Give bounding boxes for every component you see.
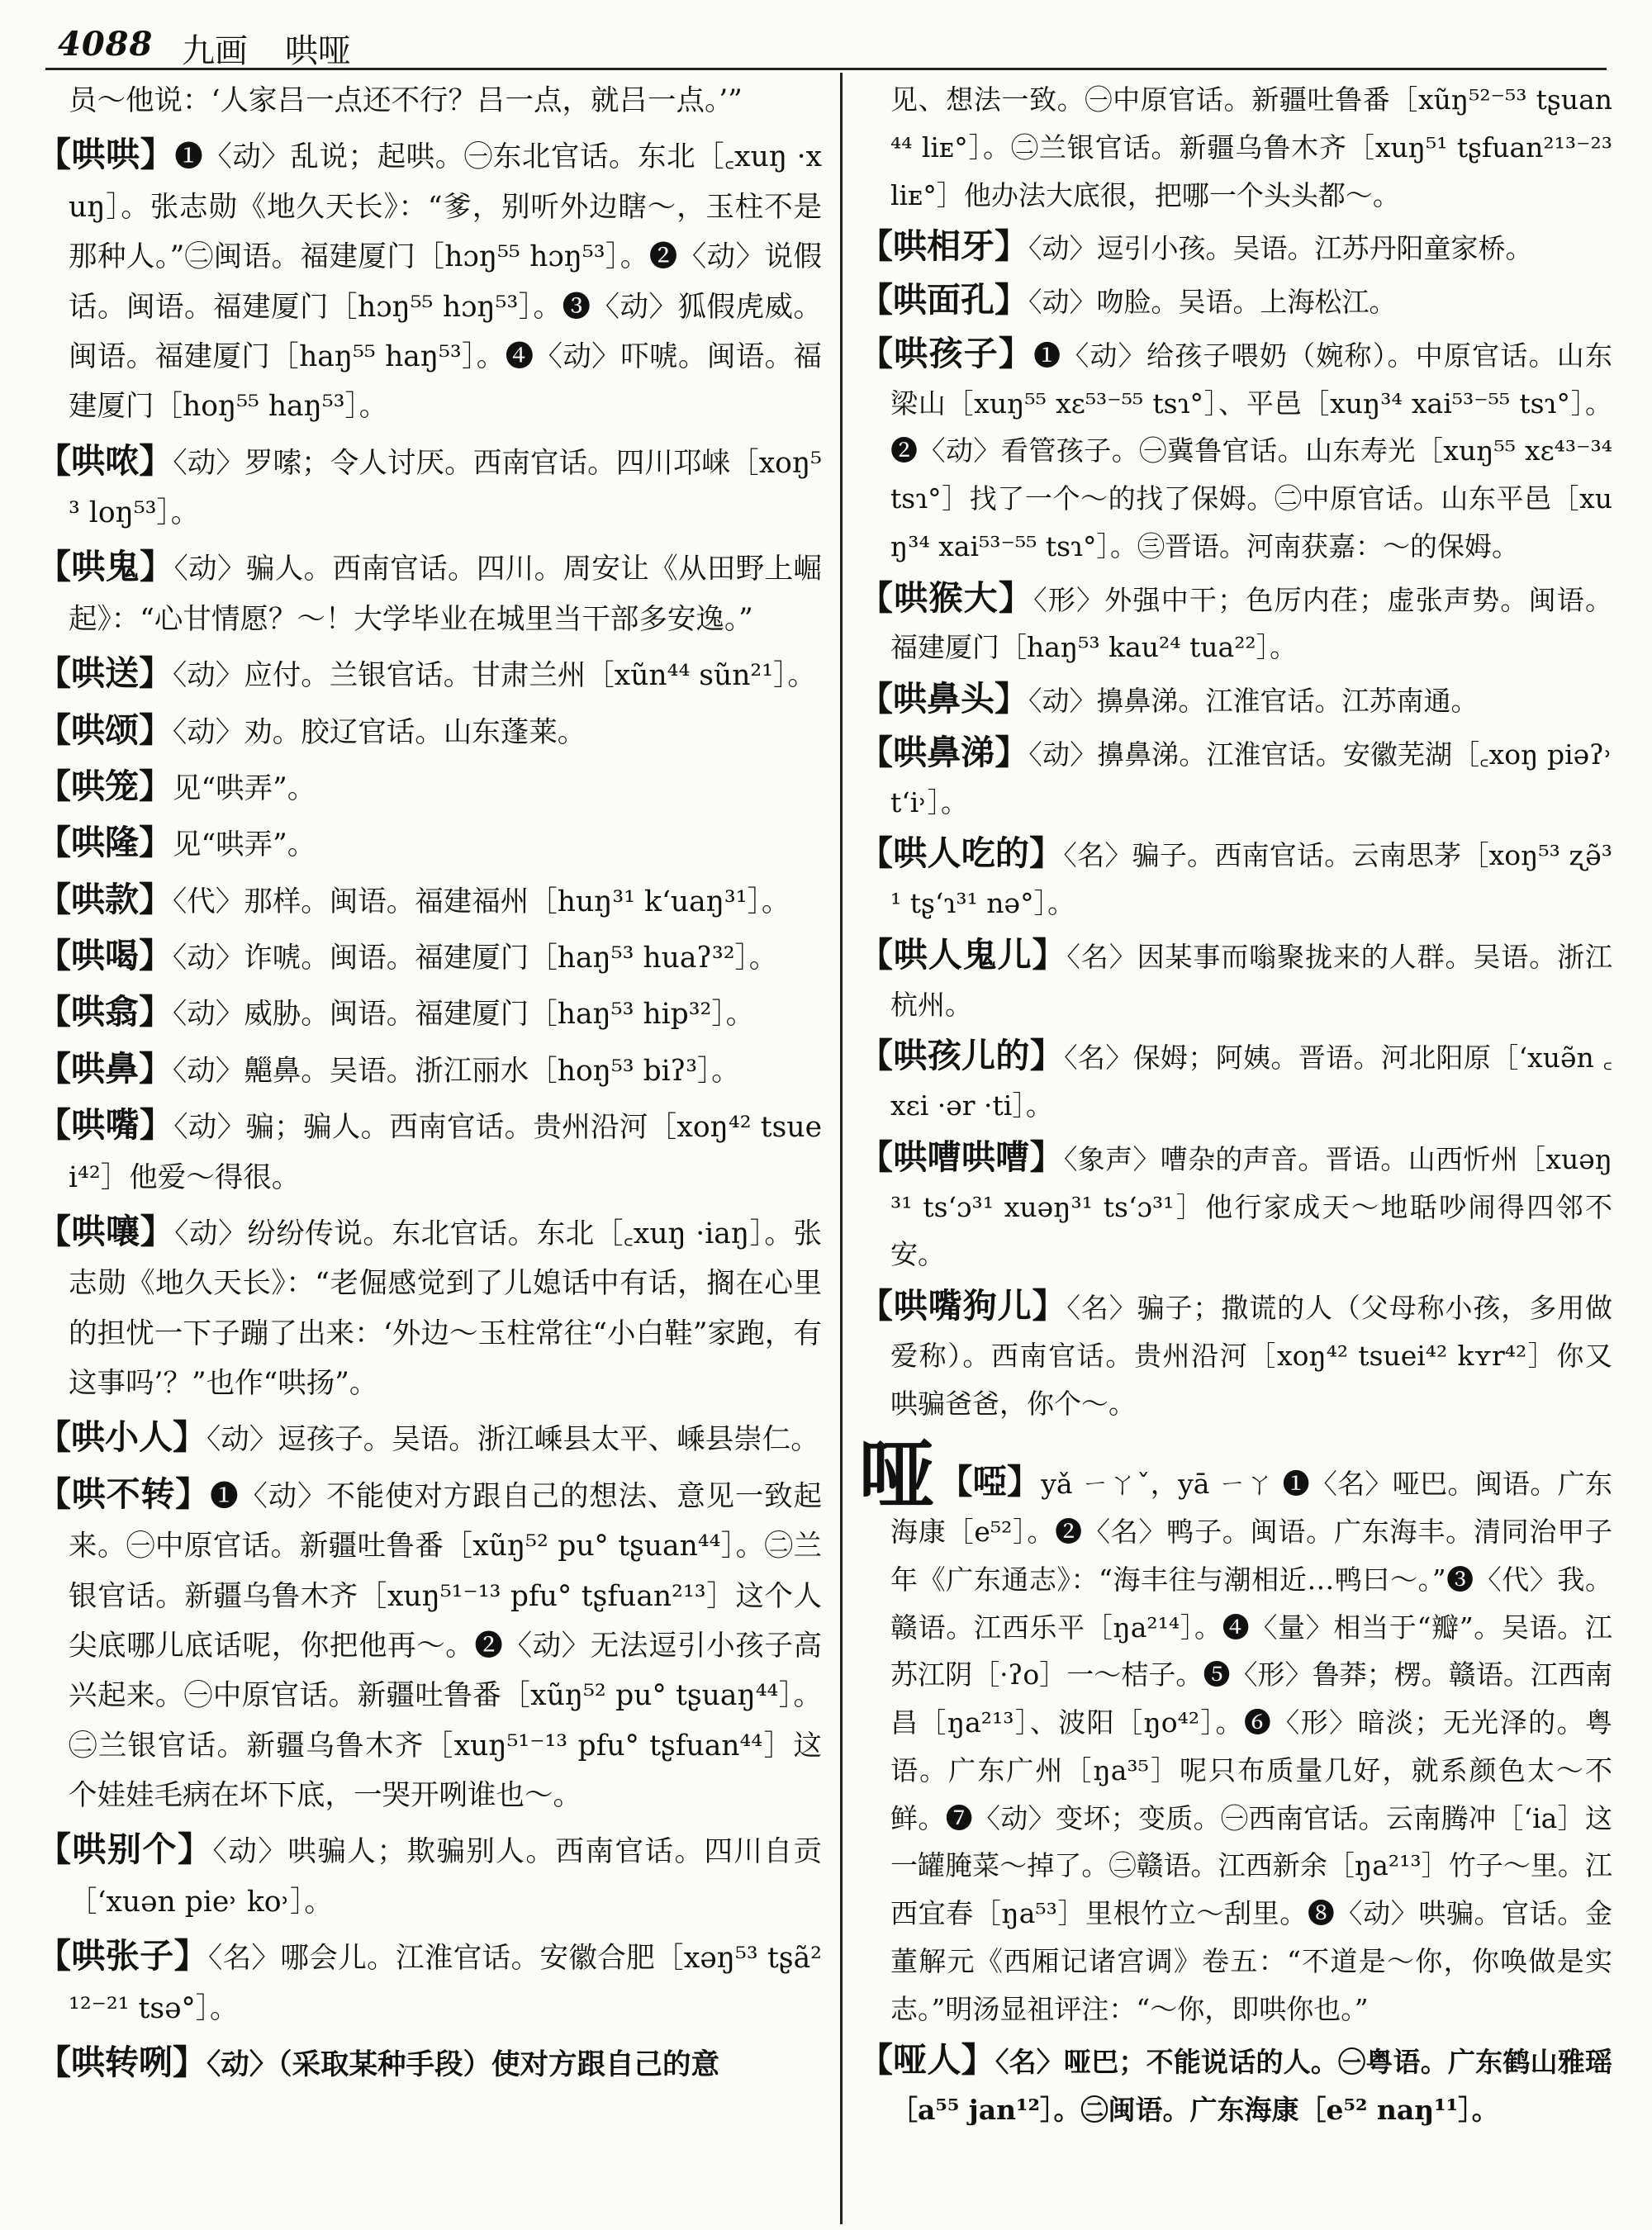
dictionary-entry	[37, 987, 822, 1039]
dictionary-entry	[37, 2038, 822, 2090]
entry-headword: 【哄小人】	[37, 1417, 206, 1458]
entry-headword: 【哄嚷】	[37, 1211, 175, 1251]
entry-headword: 【哄鼻】	[37, 1048, 173, 1089]
dictionary-entry	[859, 223, 1612, 273]
dictionary-entry	[37, 762, 822, 814]
dictionary-entry	[859, 1283, 1612, 1427]
entry-body: ❶〈动〉给孩子喂奶（婉称）。中原官话。山东梁山［xuŋ⁵⁵ xɛ⁵³⁻⁵⁵ tsɿ°］、平邑［xuŋ³⁴ xai⁵³⁻⁵⁵ tsɿ°］。❷〈动〉看管孩子。㊀冀鲁官话。山东寿光［xuŋ⁵⁵ xɛ⁴³⁻³⁴ tsɿ°］找了一个～的找了保姆。㊁中原官话。山东平邑［xuŋ³⁴ xai⁵³⁻⁵⁵ tsɿ°］。㊂晋语。河南获嘉：～的保姆。	[890, 339, 1613, 562]
entry-headword: 【哄哝】	[37, 440, 173, 481]
entry-body: 〈名〉保姆；阿姨。晋语。河北阳原［‘xuə̃n ꜀xɛi ·ər ·ti］。	[890, 1041, 1613, 1122]
entry-body: ❶〈动〉不能使对方跟自己的想法、意见一致起来。㊀中原官话。新疆吐鲁番［xũŋ⁵² pu° tʂuan⁴⁴］。㊁兰银官话。新疆乌鲁木齐［xuŋ⁵¹⁻¹³ pfu° tʂfuan²¹³］这个人尖底哪儿底话呢，你把他再～。❷〈动〉无法逗引小孩子高兴起来。㊀中原官话。新疆吐鲁番［xũŋ⁵² pu° tʂuaŋ⁴⁴］。㊁兰银官话。新疆乌鲁木齐［xuŋ⁵¹⁻¹³ pfu° tʂfuan⁴⁴］这个娃娃毛病在坏下底，一哭开咧谁也～。	[69, 1479, 823, 1812]
dictionary-entry	[37, 1931, 822, 2033]
entry-body: 〈动〉骗；骗人。西南官话。贵州沿河［xoŋ⁴² tsuei⁴²］他爱～得很。	[69, 1111, 823, 1194]
entry-headword: 【哄张子】	[37, 1936, 208, 1976]
entry-headword: 【哄喝】	[37, 936, 173, 975]
left-column	[37, 76, 822, 2094]
dictionary-entry	[859, 1032, 1612, 1130]
dictionary-entry	[37, 705, 822, 757]
dictionary-entry	[859, 729, 1612, 827]
entry-body: 〈动〉哄骗人；欺骗别人。西南官话。四川自贡［‘xuən pie˒ ko˒］。	[69, 1835, 823, 1919]
entry-headword: 【哄不转】	[37, 1473, 211, 1514]
entry-body: 〈动〉骗人。西南官话。四川。周安让《从田野上崛起》：“心甘情愿？～！大学毕业在城里当干部多安逸。”	[69, 553, 822, 636]
entry-headword: 【哄翕】	[37, 992, 173, 1032]
dictionary-entry	[37, 1412, 822, 1464]
entry-headword: 【哄孩子】	[859, 333, 1034, 373]
entry-headword: 【哄款】	[37, 879, 173, 919]
entry-headword: 【哄转咧】	[37, 2042, 206, 2082]
dictionary-entry	[859, 2037, 1612, 2134]
dictionary-entry	[37, 436, 822, 539]
entry-headword: 【哄嘈哄嘈】	[859, 1136, 1064, 1177]
entry-headword: 【哄相牙】	[859, 226, 1028, 267]
dictionary-entry	[859, 575, 1612, 672]
character-entry-ya	[859, 1431, 1612, 2033]
entry-body: 〈名〉哪会儿。江淮官话。安徽合肥［xəŋ⁵³ tʂã²¹²⁻²¹ tsə°］。	[69, 1942, 823, 2025]
entry-headword: 【哄猴大】	[859, 577, 1034, 618]
dictionary-entry	[859, 676, 1612, 725]
dictionary-entry	[37, 818, 822, 870]
entry-body: 〈动〉逗孩子。吴语。浙江嵊县太平、嵊县崇仁。	[206, 1423, 819, 1457]
entry-headword: 【哄哄】	[37, 135, 175, 175]
entry-body: 〈名〉哑巴；不能说话的人。㊀粤语。广东鹤山雅瑶［a⁵⁵ jan¹²］。㊁闽语。广东海康［e⁵² naŋ¹¹］。	[890, 2046, 1613, 2126]
entry-body: 〈动〉擤鼻涕。江淮官话。江苏南通。	[1028, 685, 1479, 717]
dictionary-entry	[37, 931, 822, 983]
dictionary-entry	[37, 1469, 822, 1821]
entry-body: 见“哄弄”。	[173, 828, 316, 862]
page-characters: 哄哑	[285, 32, 351, 70]
entry-headword: 【哄嘴狗儿】	[859, 1286, 1067, 1326]
entry-body: 〈动〉齆鼻。吴语。浙江丽水［hoŋ⁵³ biʔ³］。	[173, 1054, 740, 1088]
dictionary-entry	[37, 542, 822, 644]
entry-body: 〈名〉骗子。西南官话。云南思茅［xoŋ⁵³ ʐə̃³¹ tʂ‘ɿ³¹ nə°］。	[890, 839, 1613, 919]
dictionary-entry	[859, 932, 1612, 1029]
dictionary-entry	[37, 130, 822, 431]
entry-headword: 【哄笼】	[37, 766, 173, 806]
entry-body: 〈代〉那样。闽语。福建福州［huŋ³¹ k‘uaŋ³¹］。	[173, 885, 790, 918]
entry-body: 〈动〉罗嗦；令人讨厌。西南官话。四川邛崃［xoŋ⁵³ loŋ⁵³］。	[69, 446, 823, 529]
dictionary-entry	[859, 830, 1612, 928]
dictionary-entry	[859, 1134, 1612, 1279]
entry-headword: 【哄隆】	[37, 823, 173, 863]
dictionary-entry	[859, 330, 1612, 571]
header-rule	[45, 68, 1607, 70]
stroke-count-label: 九画	[182, 32, 248, 70]
main-character: 哑	[859, 1431, 936, 1521]
dictionary-entry	[37, 1100, 822, 1203]
traditional-variant: 【啞】	[938, 1462, 1042, 1502]
entry-headword: 【哄嘴】	[37, 1105, 174, 1146]
entry-body: yǎ ㄧㄚˇ，yā ㄧㄚ ❶〈名〉哑巴。闽语。广东海康［e⁵²］。❷〈名〉鸭子。闽语。广东海丰。清同治甲子年《广东通志》：“海丰往与潮相近…鸭曰～。”❸〈代〉我。赣语。江西乐平［ŋa²¹⁴］。❹〈量〉相当于“瓣”。吴语。江苏江阴［·ʔo］一～桔子。❺〈形〉鲁莽；楞。赣语。江西南昌［ŋa²¹³］、波阳［ŋo⁴²］。❻〈形〉暗淡；无光泽的。粤语。广东广州［ŋa³⁵］呢只布质量几好，就系颜色太～不鲜。❼〈动〉变坏；变质。㊀西南官话。云南腾冲［‘ia］这一罐腌菜～掉了。㊁赣语。江西新余［ŋa²¹³］竹子～里。江西宜春［ŋa⁵³］里根竹立～刮里。❽〈动〉哄骗。官话。金董解元《西厢记诸宫调》卷五：“不道是～你，你唤做是实志。”明汤显祖评注：“～你，即哄你也。”	[890, 1468, 1612, 2025]
entry-headword: 【哄颂】	[37, 709, 173, 750]
entry-headword: 【哑人】	[859, 2040, 995, 2081]
column-divider	[840, 73, 843, 2224]
page-number: 4088	[58, 25, 154, 64]
entry-body: 〈动〉擤鼻涕。江淮官话。安徽芜湖［꜀xoŋ piəʔ˒ t‘i˒］。	[890, 738, 1613, 818]
dictionary-entry	[859, 277, 1612, 326]
entry-headword: 【哄孩儿的】	[859, 1036, 1065, 1076]
entry-body: 〈动〉吻脸。吴语。上海松江。	[1028, 286, 1397, 318]
entry-headword: 【哄别个】	[37, 1829, 213, 1870]
entry-body: 〈动〉诈唬。闽语。福建厦门［haŋ⁵³ huaʔ³²］。	[173, 942, 778, 975]
entry-headword: 【哄人鬼儿】	[859, 934, 1067, 975]
dictionary-entry	[859, 76, 1612, 219]
entry-headword: 【哄鬼】	[37, 547, 174, 587]
entry-body: 〈动〉劝。胶辽官话。山东蓬莱。	[173, 715, 586, 749]
entry-headword: 【哄鼻涕】	[859, 732, 1029, 772]
entry-body: 〈名〉骗子；撒谎的人（父母称小孩，多用做爱称）。西南官话。贵州沿河［xoŋ⁴² tsuei⁴² kʏr⁴²］你又哄骗爸爸，你个～。	[890, 1292, 1613, 1420]
dictionary-entry	[37, 1207, 822, 1409]
entry-body: 〈动〉纷纷传说。东北官话。东北［꜀xuŋ ·iaŋ］。张志勋《地久天长》：“老倔感觉到了儿媳话中有话，搁在心里的担忧一下子蹦了出来：‘外边～玉柱常往“小白鞋”家跑，有这事吗’？”也作“哄扬”。	[69, 1217, 822, 1400]
entry-body: 〈动〉应付。兰银官话。甘肃兰州［xũn⁴⁴ sũn²¹］。	[173, 659, 816, 693]
entry-body: 〈象声〉嘈杂的声音。晋语。山西忻州［xuəŋ³¹ ts‘ɔ³¹ xuəŋ³¹ ts‘ɔ³¹］他行家成天～地聒吵闹得四邻不安。	[890, 1142, 1612, 1271]
dictionary-entry	[37, 76, 822, 126]
entry-headword: 【哄鼻头】	[859, 679, 1028, 719]
page-header	[58, 18, 1611, 73]
entry-body: 〈形〉外强中干；色厉内荏；虚张声势。闽语。福建厦门［haŋ⁵³ kau²⁴ tua²²］。	[890, 583, 1613, 664]
entry-body: 〈动〉（采取某种手段）使对方跟自己的意	[206, 2047, 719, 2081]
entry-body: 见“哄弄”。	[173, 771, 316, 805]
dictionary-entry	[37, 1044, 822, 1096]
entry-body: 〈动〉逗引小孩。吴语。江苏丹阳童家桥。	[1028, 232, 1533, 265]
dictionary-entry	[37, 875, 822, 927]
dictionary-entry	[37, 648, 822, 700]
entry-body: 〈名〉因某事而嗡聚拢来的人群。吴语。浙江杭州。	[890, 940, 1613, 1021]
entry-body: 见、想法一致。㊀中原官话。新疆吐鲁番［xũŋ⁵²⁻⁵³ tʂuan⁴⁴ liᴇ°］。㊁兰银官话。新疆乌鲁木齐［xuŋ⁵¹ tʂfuan²¹³⁻²³ liᴇ°］他办法大底很，把哪一个头头都～。	[890, 83, 1612, 211]
entry-headword: 【哄人吃的】	[859, 833, 1064, 874]
entry-headword: 【哄送】	[37, 653, 173, 694]
entry-body: 〈动〉威胁。闽语。福建厦门［haŋ⁵³ hip³²］。	[173, 998, 755, 1032]
entry-body: ❶〈动〉乱说；起哄。㊀东北官话。东北［꜀xuŋ ·xuŋ］。张志勋《地久天长》：“爹，别听外边瞎～，玉柱不是那种人。”㊁闽语。福建厦门［hɔŋ⁵⁵ hɔŋ⁵³］。❷〈动〉说假话。闽语。福建厦门［hɔŋ⁵⁵ hɔŋ⁵³］。❸〈动〉狐假虎威。闽语。福建厦门［haŋ⁵⁵ haŋ⁵³］。❹〈动〉吓唬。闽语。福建厦门［hoŋ⁵⁵ haŋ⁵³］。	[69, 140, 822, 424]
entry-headword: 【哄面孔】	[859, 280, 1028, 320]
entry-body: 员～他说：‘人家吕一点还不行？吕一点，就吕一点。’”	[69, 84, 743, 117]
right-column	[859, 76, 1612, 2138]
dictionary-entry	[37, 1824, 822, 1927]
